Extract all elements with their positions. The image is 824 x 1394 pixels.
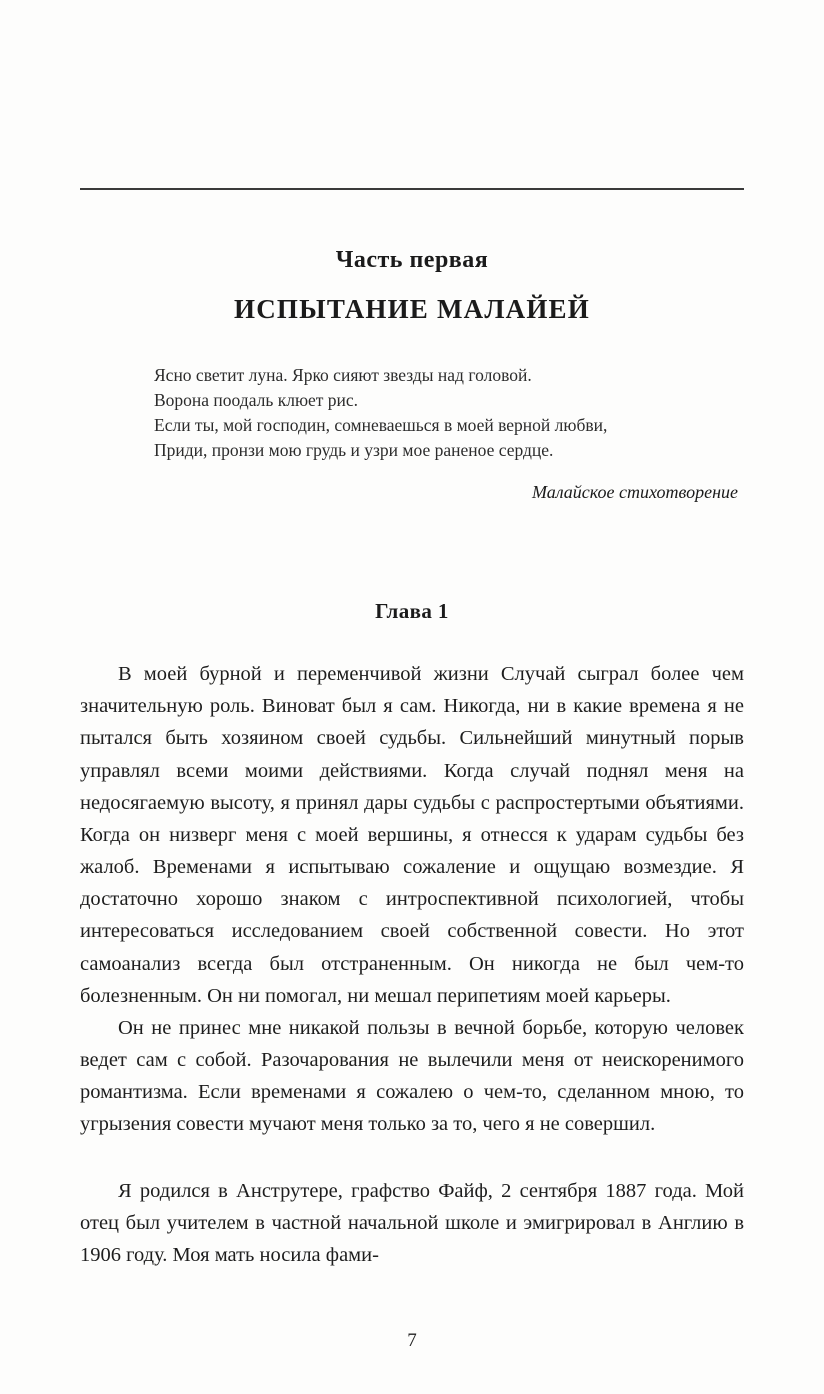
part-title: Часть первая <box>335 247 489 273</box>
paragraph-spacer <box>80 1141 744 1175</box>
page-content <box>80 0 744 1271</box>
page-number: 7 <box>407 1330 417 1351</box>
paragraph: Я родился в Анструтере, графство Файф, 2 сентября 1887 года. Мой отец был учителем в частной начальной школе и эмигрировал в Англию в 1906 году. Моя мать носила фами- <box>80 1179 744 1266</box>
epigraph-line-1: Ясно светит луна. Ярко сияют звезды над головой. <box>154 365 532 385</box>
epigraph <box>154 363 740 463</box>
epigraph-line-4: Приди, пронзи мою грудь и узри мое раненое сердце. <box>154 440 554 461</box>
chapter-title: Глава 1 <box>375 599 449 624</box>
paragraph: Он не принес мне никакой пользы в вечной борьбе, которую человек ведет сам с собой. Разочарования не вылечили меня от неискоренимого романтизма. Если временами я сожалею о чем-то, сделанном мною, то угрызения совести мучают меня только за то, чего я не совершил. <box>80 1016 744 1136</box>
epigraph-line-3: Если ты, мой господин, сомневаешься в моей верной любви, <box>154 415 608 436</box>
epigraph-source: Малайское стихотворение <box>531 482 738 503</box>
paragraph: В моей бурной и переменчивой жизни Случай сыграл более чем значительную роль. Виноват был я сам. Никогда, ни в какие времена я не пытался быть хозяином своей судьбы. Сильнейший минутный порыв управлял всеми моими действиями. Когда случай поднял меня на недосягаемую высоту, я принял дары судьбы с распростертыми объятиями. Когда он низверг меня с моей вершины, я отнесся к ударам судьбы без жалоб. Временами я испытываю сожаление и ощущаю возмездие. Я достаточно хорошо знаком с интроспективной психологией, чтобы интересоваться исследованием своей собственной совести. Но этот самоанализ всегда был отстраненным. Он никогда не был чем-то болезненным. Он ни помогал, ни мешал перипетиям моей карьеры. <box>80 663 744 1007</box>
body-text <box>80 658 744 1271</box>
epigraph-line-2: Ворона поодаль клюет рис. <box>154 390 359 411</box>
part-subtitle: ИСПЫТАНИЕ МАЛАЙЕЙ <box>234 294 590 324</box>
header-rule <box>80 188 744 190</box>
